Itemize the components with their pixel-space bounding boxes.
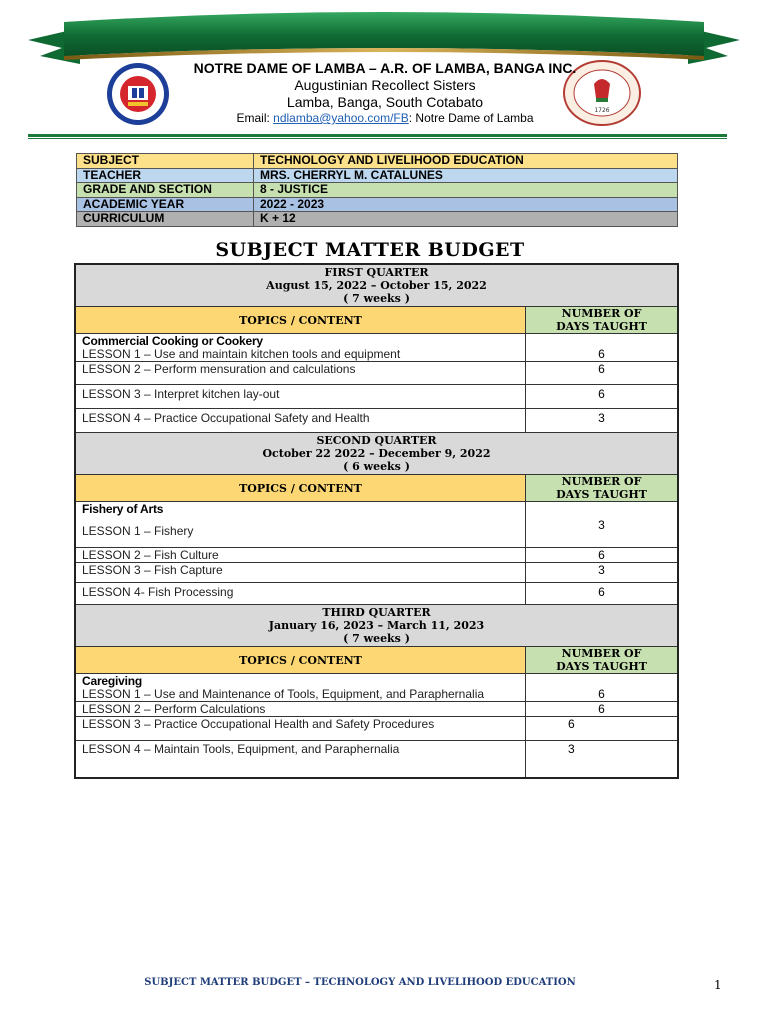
email-link[interactable]: ndlamba@yahoo.com/FB xyxy=(273,111,409,125)
header-divider xyxy=(28,134,727,137)
lesson-row xyxy=(75,385,678,409)
quarter-weeks: ( 6 weeks ) xyxy=(343,460,410,473)
lesson-days: 6 xyxy=(526,583,679,605)
lesson-label: LESSON 2 – Fish Culture xyxy=(75,548,526,563)
lesson-row xyxy=(75,674,678,702)
lesson-label: LESSON 3 – Practice Occupational Health and Safety Procedures xyxy=(75,717,526,741)
info-key: SUBJECT xyxy=(77,154,254,169)
info-row-year xyxy=(77,197,678,212)
topics-column-header: TOPICS / CONTENT xyxy=(75,647,526,674)
days-column-header: NUMBER OF DAYS TAUGHT xyxy=(526,647,679,674)
info-value: 8 - JUSTICE xyxy=(254,183,678,198)
page-footer: SUBJECT MATTER BUDGET – TECHNOLOGY AND LIVELIHOOD EDUCATION xyxy=(144,977,576,988)
quarter-header xyxy=(75,264,678,307)
document-title: SUBJECT MATTER BUDGET xyxy=(215,239,525,261)
lesson-label: LESSON 2 – Perform Calculations xyxy=(75,702,526,717)
lesson-label: LESSON 4- Fish Processing xyxy=(75,583,526,605)
school-name: NOTRE DAME OF LAMBA – A.R. OF LAMBA, BANGA INC. xyxy=(193,60,577,76)
lesson-days: 6 xyxy=(526,674,679,702)
lesson-label: LESSON 3 – Fish Capture xyxy=(75,563,526,583)
lesson-label: LESSON 4 – Maintain Tools, Equipment, and Paraphernalia xyxy=(75,741,526,778)
info-value: TECHNOLOGY AND LIVELIHOOD EDUCATION xyxy=(254,154,678,169)
lesson-days: 6 xyxy=(526,334,679,362)
facebook-text: : Notre Dame of Lamba xyxy=(408,111,534,125)
lesson-row xyxy=(75,717,678,741)
lesson-days: 3 xyxy=(526,502,679,548)
page-number: 1 xyxy=(714,978,722,992)
lesson-row xyxy=(75,362,678,385)
lesson-days: 6 xyxy=(526,548,679,563)
days-column-header: NUMBER OF DAYS TAUGHT xyxy=(526,475,679,502)
info-row-curriculum xyxy=(77,212,678,227)
lesson-row xyxy=(75,741,678,778)
lesson-label: LESSON 4 – Practice Occupational Safety and Health xyxy=(75,409,526,433)
lesson-days: 6 xyxy=(526,362,679,385)
info-row-subject xyxy=(77,154,678,169)
info-row-teacher xyxy=(77,168,678,183)
quarter-name: FIRST QUARTER xyxy=(324,266,429,279)
seal-year-text: 1726 xyxy=(594,107,610,114)
lesson-days: 3 xyxy=(526,409,679,433)
info-key: GRADE AND SECTION xyxy=(77,183,254,198)
quarter-dates: January 16, 2023 – March 11, 2023 xyxy=(268,619,485,632)
topics-column-header: TOPICS / CONTENT xyxy=(75,307,526,334)
lesson-label: LESSON 1 – Fishery xyxy=(82,524,194,538)
subject-matter-budget-table xyxy=(74,263,679,779)
email-label: Email: xyxy=(236,111,274,125)
unit-title: Fishery of Arts xyxy=(82,502,164,516)
quarter-header xyxy=(75,433,678,475)
column-header-row xyxy=(75,475,678,502)
contact-line xyxy=(150,111,620,125)
quarter-name: SECOND QUARTER xyxy=(316,434,437,447)
lesson-label: LESSON 3 – Interpret kitchen lay-out xyxy=(75,385,526,409)
lesson-row xyxy=(75,409,678,433)
lesson-row xyxy=(75,548,678,563)
lesson-label: LESSON 2 – Perform mensuration and calculations xyxy=(75,362,526,385)
lesson-row xyxy=(75,702,678,717)
quarter-name: THIRD QUARTER xyxy=(322,606,431,619)
quarter-header xyxy=(75,605,678,647)
info-value: K + 12 xyxy=(254,212,678,227)
quarter-dates: August 15, 2022 – October 15, 2022 xyxy=(266,279,487,292)
unit-title: Commercial Cooking or Cookery xyxy=(82,334,263,348)
course-info-table xyxy=(76,153,678,227)
column-header-row xyxy=(75,647,678,674)
lesson-days: 6 xyxy=(526,702,679,717)
info-key: ACADEMIC YEAR xyxy=(77,197,254,212)
quarter-dates: October 22 2022 – December 9, 2022 xyxy=(262,447,491,460)
lesson-row xyxy=(75,583,678,605)
lesson-days: 3 xyxy=(526,741,679,778)
column-header-row xyxy=(75,307,678,334)
info-key: CURRICULUM xyxy=(77,212,254,227)
info-value: 2022 - 2023 xyxy=(254,197,678,212)
info-key: TEACHER xyxy=(77,168,254,183)
school-address: Lamba, Banga, South Cotabato xyxy=(286,94,484,110)
lesson-days: 3 xyxy=(526,563,679,583)
lesson-days: 6 xyxy=(526,385,679,409)
days-column-header: NUMBER OF DAYS TAUGHT xyxy=(526,307,679,334)
lesson-row xyxy=(75,334,678,362)
topics-column-header: TOPICS / CONTENT xyxy=(75,475,526,502)
lesson-label: LESSON 1 – Use and Maintenance of Tools, Equipment, and Paraphernalia xyxy=(82,687,485,701)
congregation-name: Augustinian Recollect Sisters xyxy=(294,77,476,93)
lesson-row xyxy=(75,563,678,583)
lesson-label: LESSON 1 – Use and maintain kitchen tools and equipment xyxy=(82,347,401,361)
lesson-days: 6 xyxy=(526,717,679,741)
header-divider-thin xyxy=(28,138,727,139)
unit-title: Caregiving xyxy=(82,674,143,688)
info-row-grade xyxy=(77,183,678,198)
info-value: MRS. CHERRYL M. CATALUNES xyxy=(254,168,678,183)
quarter-weeks: ( 7 weeks ) xyxy=(343,632,410,645)
lesson-row xyxy=(75,502,678,548)
quarter-weeks: ( 7 weeks ) xyxy=(343,292,410,305)
